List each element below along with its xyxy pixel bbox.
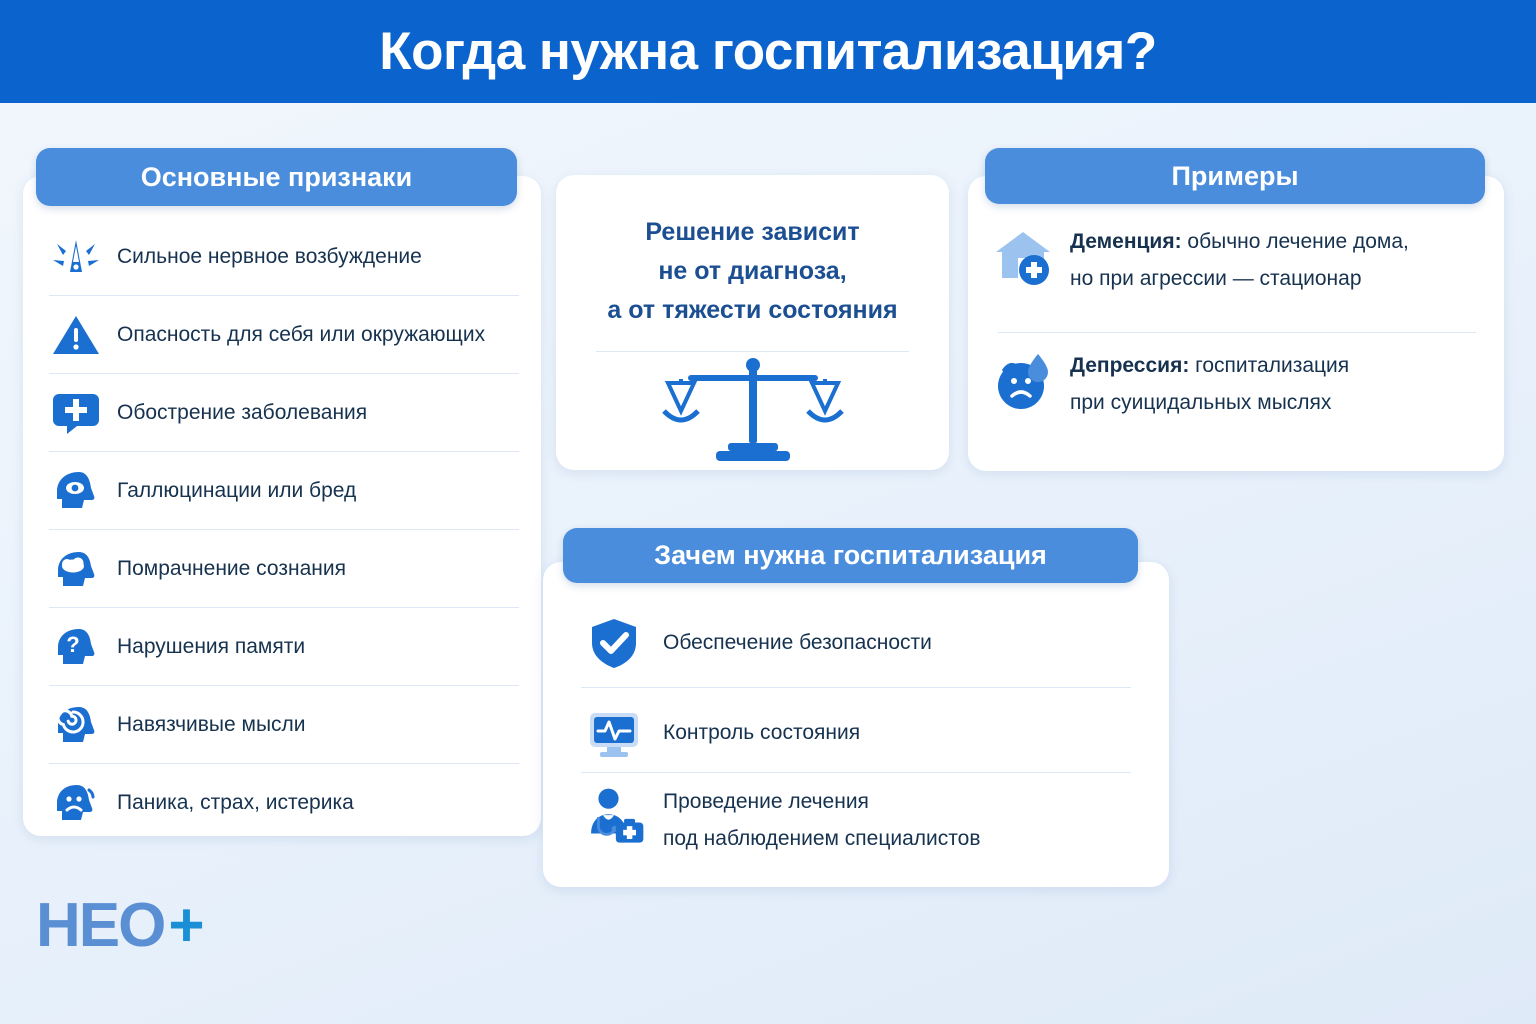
signs-card	[23, 176, 541, 836]
head-cloud-icon	[49, 542, 103, 596]
examples-card-title: Примеры	[1171, 160, 1299, 191]
sign-label: Обострение заболевания	[117, 400, 368, 424]
head-panic-icon	[49, 776, 103, 830]
list-item	[49, 530, 519, 608]
example-text	[1070, 224, 1409, 298]
signs-card-header	[36, 148, 517, 206]
why-card-title: Зачем нужна госпитализация	[654, 540, 1047, 570]
example-bold: Депрессия:	[1070, 354, 1190, 377]
why-card-header	[563, 528, 1138, 583]
why-divider	[581, 687, 1131, 688]
list-item	[49, 686, 519, 764]
list-item	[581, 700, 860, 766]
sign-label: Галлюцинации или бред	[117, 478, 357, 502]
decision-line-3: а от тяжести состояния	[607, 295, 898, 324]
why-text: Обеспечение безопасности	[663, 630, 932, 654]
house-medical-icon	[990, 224, 1056, 290]
why-card	[543, 562, 1169, 887]
decision-card	[556, 175, 949, 470]
list-item	[49, 296, 519, 374]
head-spiral-icon	[49, 698, 103, 752]
page-header	[0, 0, 1536, 103]
monitor-pulse-icon	[581, 700, 647, 766]
decision-line-1: Решение зависит	[645, 218, 860, 246]
list-item	[49, 452, 519, 530]
sign-label: Нарушения памяти	[117, 634, 306, 658]
examples-divider	[998, 332, 1476, 333]
list-item	[49, 374, 519, 452]
svg-text:?: ?	[66, 631, 80, 657]
brand-logo	[36, 890, 203, 961]
page-title: Когда нужна госпитализация?	[379, 22, 1157, 81]
why-line-2: под наблюдением специалистов	[663, 826, 981, 850]
warning-triangle-icon	[49, 308, 103, 362]
sad-face-drop-icon	[990, 348, 1056, 414]
sign-label: Сильное нервное возбуждение	[117, 244, 422, 268]
list-item	[49, 218, 519, 296]
example-rest: госпитализация	[1189, 354, 1350, 377]
list-item	[49, 608, 519, 686]
signs-card-title: Основные признаки	[140, 161, 413, 192]
examples-card	[968, 176, 1504, 471]
medical-cross-bubble-icon	[49, 386, 103, 440]
decision-text	[556, 213, 949, 329]
logo-text: HEO	[36, 891, 165, 960]
why-text	[663, 784, 980, 858]
decision-line-2: не от диагноза,	[658, 256, 847, 285]
sign-label: Опасность для себя или окружающих	[117, 322, 486, 346]
why-line-1: Проведение лечения	[663, 790, 869, 813]
sign-label: Помрачнение сознания	[117, 556, 346, 580]
list-item	[49, 764, 519, 841]
signs-list	[49, 218, 519, 841]
sign-label: Навязчивые мысли	[117, 712, 306, 736]
head-eye-icon	[49, 464, 103, 518]
example-rest: обычно лечение дома,	[1181, 230, 1409, 253]
example-line-2: но при агрессии — стационар	[1070, 266, 1362, 290]
list-item	[990, 224, 1490, 298]
examples-card-header	[985, 148, 1485, 204]
list-item	[581, 610, 932, 676]
why-divider	[581, 772, 1131, 773]
list-item	[581, 784, 980, 858]
doctor-icon	[581, 784, 647, 850]
shield-check-icon	[581, 610, 647, 676]
example-text	[1070, 348, 1349, 422]
sign-label: Паника, страх, истерика	[117, 790, 354, 814]
list-item	[990, 348, 1490, 422]
head-question-icon	[49, 620, 103, 674]
example-bold: Деменция:	[1070, 230, 1182, 253]
decision-divider	[596, 351, 909, 352]
why-text: Контроль состояния	[663, 720, 861, 744]
example-line-2: при суицидальных мыслях	[1070, 390, 1332, 414]
logo-plus-icon: +	[168, 891, 203, 960]
scales-icon	[556, 355, 949, 465]
alert-burst-icon	[49, 230, 103, 284]
